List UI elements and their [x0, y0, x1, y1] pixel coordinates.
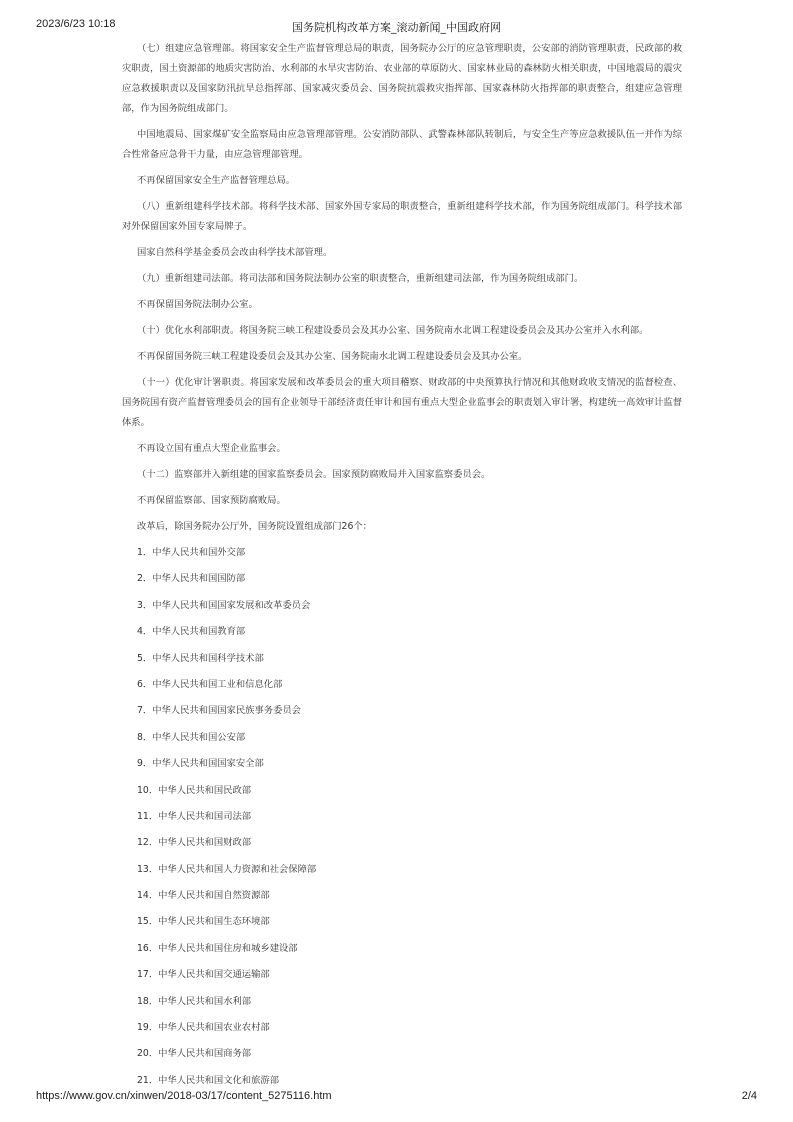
list-item: 5．中华人民共和国科学技术部: [137, 652, 264, 664]
list-item: 2．中华人民共和国国防部: [137, 573, 246, 585]
list-item: 1．中华人民共和国外交部: [137, 547, 246, 558]
paragraph: 中国地震局、国家煤矿安全监察局由应急管理部管理。公安消防部队、武警森林部队转制后，与安全生产等应急救援队伍一并作为综合性常备应急骨干力量，由应急管理部管理。: [122, 129, 682, 160]
print-footer: [0, 1090, 793, 1106]
page-title: 国务院机构改革方案_滚动新闻_中国政府网: [292, 21, 501, 34]
list-item: 17．中华人民共和国交通运输部: [137, 969, 270, 981]
list-item: 14．中华人民共和国自然资源部: [137, 890, 270, 902]
paragraph: （十二）监察部并入新组建的国家监察委员会。国家预防腐败局并入国家监察委员会。: [137, 469, 491, 480]
list-item: 3．中华人民共和国国家发展和改革委员会: [137, 599, 311, 611]
print-datetime: 2023/6/23 10:18: [36, 18, 116, 30]
list-item: 7．中华人民共和国国家民族事务委员会: [137, 705, 301, 717]
paragraph: （七）组建应急管理部。将国家安全生产监督管理总局的职责，国务院办公厅的应急管理职责，公安部的消防管理职责，民政部的救灾职责，国土资源部的地质灾害防治、水利部的水旱灾害防治、农业部的草原防火、国家林业局的森林防火相关职责，中国地震局的震灾应急救援职责以及国家防汛抗旱总指挥部、国家减灾委员会、国务院抗震救灾指挥部、国家森林防火指挥部的职责整合，组建应急管理部，作为国务院组成部门。: [122, 43, 682, 114]
list-item: 12．中华人民共和国财政部: [137, 837, 252, 849]
paragraph: 国家自然科学基金委员会改由科学技术部管理。: [137, 247, 333, 258]
list-item: 8．中华人民共和国公安部: [137, 731, 246, 743]
department-list: [122, 543, 682, 1097]
list-item: 21．中华人民共和国文化和旅游部: [137, 1074, 279, 1086]
paragraph: 不再保留国家安全生产监督管理总局。: [137, 175, 296, 186]
article-body: [122, 39, 682, 1097]
paragraph: （十一）优化审计署职责。将国家发展和改革委员会的重大项目稽察、财政部的中央预算执行情况和其他财政收支情况的监督检查、国务院国有资产监督管理委员会的国有企业领导干部经济责任审计和国有重点大型企业监事会的职责划入审计署，构建统一高效审计监督体系。: [122, 377, 682, 428]
paragraph: （九）重新组建司法部。将司法部和国务院法制办公室的职责整合，重新组建司法部，作为国务院组成部门。: [137, 273, 584, 284]
print-header: [0, 18, 793, 34]
list-item: 15．中华人民共和国生态环境部: [137, 916, 270, 928]
list-item: 4．中华人民共和国教育部: [137, 626, 246, 638]
paragraph: （八）重新组建科学技术部。将科学技术部、国家外国专家局的职责整合，重新组建科学技术部，作为国务院组成部门。科学技术部对外保留国家外国专家局牌子。: [122, 201, 682, 232]
paragraph: 不再保留国务院法制办公室。: [137, 299, 258, 310]
paragraph: 不再设立国有重点大型企业监事会。: [137, 443, 286, 454]
list-item: 13．中华人民共和国人力资源和社会保障部: [137, 863, 317, 875]
list-item: 19．中华人民共和国农业农村部: [137, 1022, 270, 1034]
list-item: 20．中华人民共和国商务部: [137, 1048, 252, 1060]
list-item: 6．中华人民共和国工业和信息化部: [137, 678, 283, 690]
paragraph: （十）优化水利部职责。将国务院三峡工程建设委员会及其办公室、国务院南水北调工程建设委员会及其办公室并入水利部。: [137, 325, 649, 336]
page-url: https://www.gov.cn/xinwen/2018-03/17/content_5275116.htm: [36, 1090, 332, 1102]
paragraph: 不再保留监察部、国家预防腐败局。: [137, 495, 286, 506]
list-item: 16．中华人民共和国住房和城乡建设部: [137, 942, 298, 954]
list-item: 10．中华人民共和国民政部: [137, 784, 252, 796]
list-item: 18．中华人民共和国水利部: [137, 995, 252, 1007]
page-number: 2/4: [741, 1090, 757, 1102]
list-item: 9．中华人民共和国国家安全部: [137, 758, 264, 770]
paragraph: 不再保留国务院三峡工程建设委员会及其办公室、国务院南水北调工程建设委员会及其办公室。: [137, 351, 528, 362]
paragraph: 改革后，除国务院办公厅外，国务院设置组成部门26个：: [137, 521, 372, 532]
list-item: 11．中华人民共和国司法部: [137, 810, 252, 822]
